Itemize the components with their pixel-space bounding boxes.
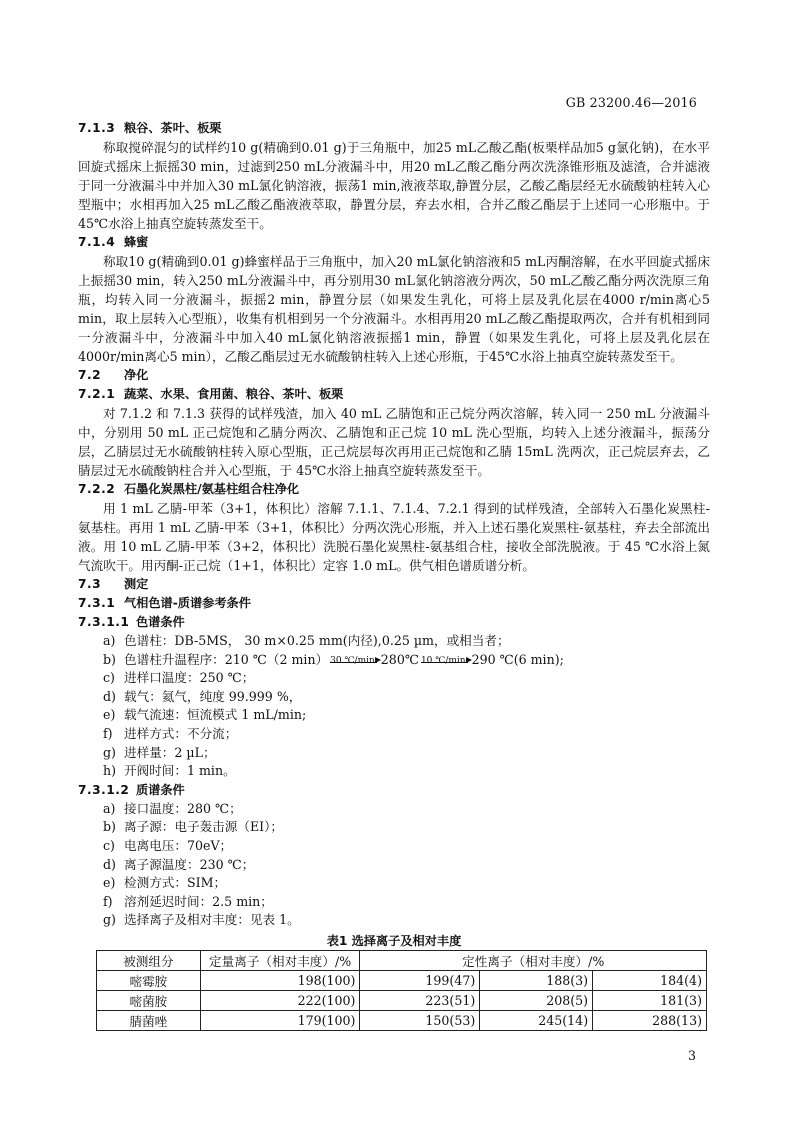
table-header-cell: 被测组分	[97, 950, 201, 970]
list-marker: d)	[103, 856, 116, 872]
table-row	[97, 1010, 707, 1030]
list-marker: b)	[103, 819, 116, 835]
standard-number: GB 23200.46—2016	[565, 95, 697, 110]
list-text: 离子源温度：230 ℃；	[124, 856, 255, 872]
list-marker: f)	[103, 893, 113, 909]
table-cell: 179(100)	[200, 1010, 360, 1030]
ramp-arrow-1	[328, 652, 377, 671]
list-item	[78, 706, 710, 725]
list-text: 进样方式：不分流；	[124, 725, 238, 741]
section-number: 7.1.4	[78, 235, 116, 249]
list-item	[78, 669, 710, 688]
list-item	[78, 818, 710, 837]
section-title: 蔬菜、水果、食用菌、粮谷、茶叶、板栗	[124, 387, 344, 401]
section-heading-7-3-1-1	[78, 613, 710, 632]
section-heading-7-2	[78, 366, 710, 385]
list-text: 电离电压：70eV；	[124, 837, 233, 853]
table-header-cell: 定量离子（相对丰度）/%	[200, 950, 360, 970]
page-number: 3	[687, 1048, 696, 1063]
section-title: 质谱条件	[136, 782, 185, 797]
section-title: 气相色谱-质谱参考条件	[124, 596, 251, 610]
section-title: 蜂蜜	[124, 235, 149, 249]
table-cell: 288(13)	[593, 1010, 707, 1030]
section-heading-7-2-2	[78, 480, 710, 499]
list-item	[78, 837, 710, 856]
ramp-rate-2: 10 ℃/min	[420, 655, 466, 666]
list-marker: b)	[103, 651, 116, 667]
section-number: 7.3.1.1	[78, 615, 130, 629]
list-text: 选择离子及相对丰度：见表 1。	[124, 912, 300, 928]
section-paragraph-7-2-2: 用 1 mL 乙腈-甲苯（3+1，体积比）溶解 7.1.1、7.1.4、7.2.1 得到的试样残渣，全部转入石墨化炭黑柱-氨基柱。再用 1 mL 乙腈-甲苯（3+1，体积比）分两次洗心形瓶，并入上述石墨化炭黑柱-氨基柱，弃去全部流出液。用 10 mL 乙腈-甲苯（3+2，体积比）洗脱石墨化炭黑柱-氨基组合柱，接收全部洗脱液。于 45 ℃水浴上氮气流吹干。用丙酮-正己烷（1+1，体积比）定容 1.0 mL。供气相色谱质谱分析。	[78, 501, 710, 573]
table-row	[97, 970, 707, 990]
list-text: 进样量：2 µL；	[124, 744, 216, 760]
section-heading-7-3	[78, 575, 710, 594]
ions-table	[96, 950, 707, 1031]
list-text: 检测方式：SIM；	[124, 875, 227, 891]
program-end-temp: 290 ℃(6 min);	[471, 651, 564, 667]
list-marker: f)	[103, 725, 113, 741]
arrow-right-icon	[466, 657, 472, 663]
list-marker: e)	[103, 707, 116, 723]
list-item	[78, 688, 710, 707]
ramp-rate-1: 30 ℃/min	[330, 655, 375, 666]
list-text: 载气流速：恒流模式 1 mL/min;	[124, 707, 307, 723]
section-number: 7.2.1	[78, 387, 116, 401]
section-heading-7-2-1	[78, 385, 710, 404]
list-text: 接口温度：280 ℃；	[124, 800, 242, 816]
section-heading-7-3-1	[78, 594, 710, 613]
section-heading-7-1-4	[78, 233, 710, 252]
list-item	[78, 911, 710, 930]
section-paragraph-7-1-3: 称取搅碎混匀的试样约10 g(精确到0.01 g)于三角瓶中，加25 mL乙酸乙酯(板栗样品加5 g氯化钠)，在水平回旋式摇床上振摇30 min，过滤到250 mL分液漏斗中，用20 mL乙酸乙酯分两次洗涤锥形瓶及滤渣，合并滤液于同一分液漏斗中并加入30 mL氯化钠溶液，振荡1 min,液液萃取,静置分层，乙酸乙酯层经无水硫酸钠柱转入心型瓶中；水相再加入25 mL乙酸乙酯液液萃取，静置分层，弃去水相，合并乙酸乙酯层于上述同一心形瓶中。于45℃水浴上抽真空旋转蒸发至干。	[78, 140, 710, 231]
list-item	[78, 856, 710, 875]
list-text: 离子源：电子轰击源（EI）；	[124, 819, 283, 835]
list-marker: e)	[103, 875, 116, 891]
list-marker: a)	[103, 800, 116, 816]
table-cell: 181(3)	[593, 990, 707, 1010]
table-caption: 表1 选择离子及相对丰度	[326, 933, 462, 948]
list-item	[78, 800, 710, 819]
list-item	[78, 725, 710, 744]
list-text: 进样口温度：250 ℃；	[124, 670, 255, 686]
section-paragraph-7-1-4: 称取10 g(精确到0.01 g)蜂蜜样品于三角瓶中，加入20 mL氯化钠溶液和5 mL丙酮溶解，在水平回旋式摇床上振摇30 min，转入250 mL分液漏斗中，再分别用30 mL氯化钠溶液分两次，50 mL乙酸乙酯分两次洗原三角瓶，均转入同一分液漏斗，振摇2 min，静置分层（如果发生乳化，可将上层及乳化层在4000 r/min离心5 min，取上层转入心型瓶），收集有机相到另一个分液漏斗。水相再用20 mL乙酸乙酯提取两次，合并有机相到同一分液漏斗中，分液漏斗中加入40 mL氯化钠溶液振摇1 min，静置（如果发生乳化，可将上层及乳化层在4000r/min离心5 min），乙酸乙酯层过无水硫酸钠柱转入上述心形瓶，于45℃水浴上抽真空旋转蒸发至干。	[78, 254, 710, 364]
table-header-row	[97, 950, 707, 970]
section-heading-7-3-1-2	[78, 781, 710, 800]
arrow-right-icon	[375, 657, 381, 663]
table-cell: 199(47)	[360, 970, 480, 990]
list-text: 开阀时间：1 min。	[124, 763, 236, 779]
section-title: 粮谷、茶叶、板栗	[124, 121, 222, 135]
table-cell: 150(53)	[360, 1010, 480, 1030]
list-text: 色谱柱升温程序：	[124, 651, 225, 667]
section-paragraph-7-2-1: 对 7.1.2 和 7.1.3 获得的试样残渣，加入 40 mL 乙腈饱和正己烷分两次溶解，转入同一 250 mL 分液漏斗中，分别用 50 mL 正己烷饱和乙腈分两次、乙腈饱和正己烷 10 mL 洗心型瓶，均转入上述分液漏斗，振荡分层，乙腈层过无水硫酸钠柱转入原心型瓶，正己烷层每次再用正己烷饱和乙腈 15mL 洗两次，正己烷层弃去，乙腈层过无水硫酸钠柱合并入心型瓶，于 45℃水浴上抽真空旋转蒸发至干。	[78, 406, 710, 478]
section-title: 色谱条件	[136, 615, 185, 629]
list-marker: a)	[103, 633, 116, 648]
section-title: 测定	[124, 577, 149, 591]
ramp-arrow-2	[419, 652, 468, 671]
table-cell: 184(4)	[593, 970, 707, 990]
list-item	[78, 632, 710, 651]
table-cell-compound: 嘧菌胺	[97, 990, 201, 1010]
table-row	[97, 990, 707, 1010]
program-start-temp: 210 ℃（2 min）	[224, 651, 329, 667]
table-cell: 188(3)	[480, 970, 593, 990]
table-header-cell: 定性离子（相对丰度）/%	[360, 950, 707, 970]
list-marker: g)	[103, 912, 116, 928]
list-item	[78, 874, 710, 893]
table-cell: 223(51)	[360, 990, 480, 1010]
list-marker: c)	[103, 670, 115, 686]
list-marker: c)	[103, 837, 115, 853]
section-number: 7.2	[78, 368, 102, 382]
list-marker: g)	[103, 744, 116, 760]
table-cell-compound: 嘧霉胺	[97, 970, 201, 990]
section-number: 7.3.1.2	[78, 782, 130, 797]
table-cell: 198(100)	[200, 970, 360, 990]
table-cell: 222(100)	[200, 990, 360, 1010]
list-marker: h)	[103, 763, 117, 779]
section-heading-7-1-3	[78, 119, 710, 138]
section-number: 7.2.2	[78, 482, 116, 496]
list-marker: d)	[103, 688, 116, 704]
section-number: 7.3.1	[78, 596, 116, 610]
table-cell: 245(14)	[480, 1010, 593, 1030]
section-number: 7.1.3	[78, 121, 116, 135]
document-body	[78, 119, 710, 1031]
program-mid-temp: 280℃	[380, 651, 419, 667]
list-text: 色谱柱：DB-5MS， 30 m×0.25 mm(内径),0.25 µm，或相当者；	[124, 633, 510, 648]
list-item	[78, 762, 710, 781]
list-item	[78, 744, 710, 763]
list-item-temperature-program	[78, 651, 710, 670]
list-text: 溶剂延迟时间：2.5 min；	[124, 893, 273, 909]
section-title: 石墨化炭黑柱/氨基柱组合柱净化	[124, 482, 300, 496]
table-cell-compound: 腈菌唑	[97, 1010, 201, 1030]
table-cell: 208(5)	[480, 990, 593, 1010]
section-number: 7.3	[78, 577, 102, 591]
list-item	[78, 893, 710, 912]
section-title: 净化	[124, 368, 149, 382]
list-text: 载气：氦气，纯度 99.999 %，	[124, 688, 302, 704]
